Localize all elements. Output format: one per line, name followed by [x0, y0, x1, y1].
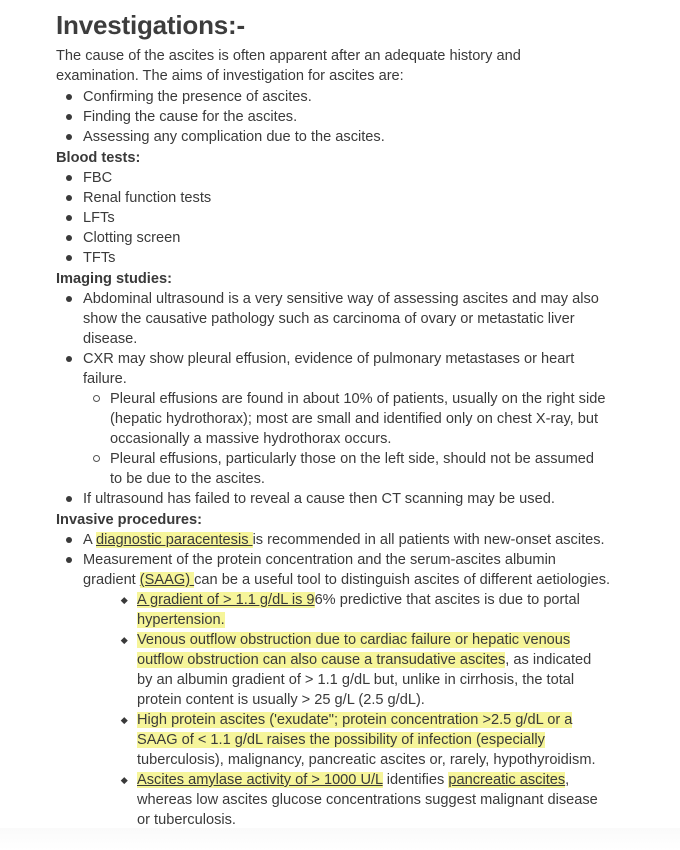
amylase-line-3: or tuberculosis.	[137, 812, 236, 828]
pleural-1-line-3: occasionally a massive hydrothorax occurs.	[110, 431, 392, 447]
venous-highlight-2: outflow obstruction can also cause a transudative ascites	[137, 652, 506, 668]
blood-tests-heading: Blood tests:	[56, 150, 141, 166]
amylase-line-2: whereas low ascites glucose concentrations suggest malignant disease	[137, 792, 598, 808]
blood-test-item: Clotting screen	[83, 230, 181, 246]
gradient-rest: 6% predictive that ascites is due to portal	[314, 592, 580, 608]
pleural-1-line-1: Pleural effusions are found in about 10% of patients, usually on the right side	[110, 391, 606, 407]
amylase-post: ,	[565, 772, 570, 788]
diamond-bullet-icon	[121, 777, 127, 783]
pancreatic-highlight: pancreatic ascites	[448, 772, 566, 788]
cxr-line-2: failure.	[83, 371, 127, 387]
bullet-icon	[66, 496, 72, 502]
bullet-icon	[66, 195, 72, 201]
gradient-line-2	[137, 610, 225, 630]
blood-test-item: Renal function tests	[83, 190, 212, 206]
paracentesis-post: is recommended in all patients with new-onset ascites.	[252, 532, 605, 548]
venous-line-2	[137, 650, 591, 670]
imaging-heading: Imaging studies:	[56, 271, 172, 287]
bullet-icon	[66, 557, 72, 563]
diamond-bullet-icon	[121, 637, 127, 643]
gradient-line-1	[137, 590, 580, 610]
bullet-icon	[66, 356, 72, 362]
paracentesis-pre: A	[83, 532, 96, 548]
protein-pre: gradient	[83, 572, 140, 588]
ultrasound-line-1: Abdominal ultrasound is a very sensitive way of assessing ascites and may also	[83, 291, 599, 307]
bullet-icon	[66, 537, 72, 543]
gradient-highlight: A gradient of > 1.1 g/dL is 9	[137, 592, 315, 608]
cxr-line-1: CXR may show pleural effusion, evidence of pulmonary metastases or heart	[83, 351, 575, 367]
high-protein-line-2	[137, 730, 545, 750]
bullet-icon	[66, 215, 72, 221]
venous-line-3: by an albumin gradient of > 1.1 g/dL but, unlike in cirrhosis, the total	[137, 672, 575, 688]
saag-highlight: (SAAG)	[139, 572, 195, 588]
blood-test-item: LFTs	[83, 210, 115, 226]
bullet-icon	[66, 296, 72, 302]
amylase-highlight: Ascites amylase activity of > 1000 U/L	[137, 772, 383, 788]
diamond-bullet-icon	[121, 597, 127, 603]
protein-line-1: Measurement of the protein concentration and the serum-ascites albumin	[83, 552, 556, 568]
venous-highlight-1: Venous outflow obstruction due to cardiac failure or hepatic venous	[137, 632, 571, 648]
protein-post: can be a useful tool to distinguish ascites of different aetiologies.	[194, 572, 611, 588]
ct-line: If ultrasound has failed to reveal a cause then CT scanning may be used.	[83, 491, 555, 507]
venous-line-1	[137, 630, 570, 650]
blood-test-item: TFTs	[83, 250, 116, 266]
pleural-2-line-2: to be due to the ascites.	[110, 471, 265, 487]
amylase-mid: identifies	[382, 772, 449, 788]
ultrasound-line-2: show the causative pathology such as carcinoma of ovary or metastatic liver	[83, 311, 575, 327]
bullet-icon	[66, 175, 72, 181]
hollow-bullet-icon	[93, 455, 100, 462]
diamond-bullet-icon	[121, 717, 127, 723]
amylase-line-1	[137, 770, 569, 790]
pleural-1-line-2: (hepatic hydrothorax); most are small and identified only on chest X-ray, but	[110, 411, 599, 427]
hollow-bullet-icon	[93, 395, 100, 402]
high-protein-line-3: tuberculosis), malignancy, pancreatic ascites or, rarely, hypothyroidism.	[137, 752, 596, 768]
blood-test-item: FBC	[83, 170, 113, 186]
bullet-icon	[66, 235, 72, 241]
paracentesis-highlight: diagnostic paracentesis	[95, 532, 253, 548]
high-protein-highlight-2: SAAG of < 1.1 g/dL raises the possibility of infection (especially	[137, 732, 545, 748]
high-protein-highlight-1: High protein ascites ('exudate"; protein concentration >2.5 g/dL or a	[137, 712, 573, 728]
invasive-heading: Invasive procedures:	[56, 512, 203, 528]
paracentesis-line	[83, 530, 605, 550]
bullet-icon	[66, 94, 72, 100]
aim-item: Finding the cause for the ascites.	[83, 109, 298, 125]
protein-line-2	[83, 570, 610, 590]
hypertension-highlight: hypertension.	[137, 612, 225, 628]
aim-item: Confirming the presence of ascites.	[83, 89, 312, 105]
intro-line-1: The cause of the ascites is often apparent after an adequate history and	[56, 48, 521, 64]
venous-post: , as indicated	[505, 652, 592, 668]
ultrasound-line-3: disease.	[83, 331, 138, 347]
bullet-icon	[66, 134, 72, 140]
high-protein-line-1	[137, 710, 572, 730]
bullet-icon	[66, 255, 72, 261]
bullet-icon	[66, 114, 72, 120]
aim-item: Assessing any complication due to the ascites.	[83, 129, 385, 145]
bottom-fade	[0, 828, 680, 850]
pleural-2-line-1: Pleural effusions, particularly those on the left side, should not be assumed	[110, 451, 595, 467]
page-title: Investigations:-	[56, 10, 245, 40]
venous-line-4: protein content is usually > 25 g/L (2.5 g/dL).	[137, 692, 425, 708]
intro-line-2: examination. The aims of investigation for ascites are:	[56, 68, 404, 84]
